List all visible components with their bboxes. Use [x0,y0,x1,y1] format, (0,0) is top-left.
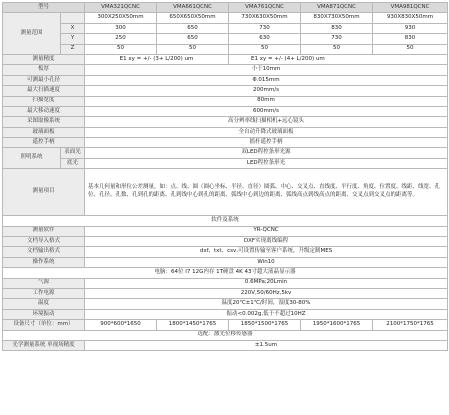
spec-row [3,127,448,137]
software-label: 文档输出格式 [3,247,85,257]
range-y-1: 250 [85,34,157,44]
lighting-sub-surface: 表面光 [61,148,85,158]
lighting-value-bottom: LED程控条形光 [85,158,448,168]
range-z-3: 50 [229,44,301,54]
software-row [3,247,448,257]
optical-row [3,340,448,350]
range-x-2: 650 [157,23,229,33]
size-5: 930X830X50mm [373,13,448,23]
spec-label: 最大移动速度 [3,106,85,116]
size-3: 730X630X50mm [229,13,301,23]
items-row [3,169,448,216]
env-value: 220V,50/60Hz,5kv [85,288,448,298]
env-label: 环境振动 [3,309,85,319]
spec-label: 玻璃面板 [3,127,85,137]
spec-value: 小于10mm [85,65,448,75]
computer-row [3,268,448,278]
accuracy-b: E1 xy = +/- (4+ L/200) um [229,54,448,64]
range-y-4: 730 [301,34,373,44]
spec-row [3,96,448,106]
software-value: DXF实现离线编程 [85,237,448,247]
software-value: YR-QCNC [85,226,448,236]
lighting-sub-bottom: 底光 [61,158,85,168]
env-row [3,288,448,298]
env-value: 振动<0.002g,低于不超过10HZ [85,309,448,319]
size-2: 650X650X50mm [157,13,229,23]
software-row [3,226,448,236]
spec-value: 高分辨率线扫描相机+远心镜头 [85,117,448,127]
software-label: 文档导入格式 [3,237,85,247]
spec-row [3,106,448,116]
env-value: 温度20℃±1℃/时间，湿度30-80% [85,299,448,309]
env-row [3,299,448,309]
spec-row [3,138,448,148]
spec-value: 摇杆遥控手柄 [85,138,448,148]
range-y-2: 650 [157,34,229,44]
computer-spec: 电脑：64位 I7 12G内存 1T硬盘 4K 43寸超大液晶显示器 [3,268,448,278]
software-row [3,237,448,247]
size-4: 830X730X50mm [301,13,373,23]
lighting-value-surface: 双LED程控条形光源 [85,148,448,158]
model-3: VMA761QCNC [229,3,301,13]
software-label: 测量软件 [3,226,85,236]
accuracy-row [3,54,448,64]
env-row [3,309,448,319]
dims-label: 设备尺寸（单位：mm） [3,320,85,330]
lighting-row-bottom [3,158,448,168]
spec-sheet [2,2,447,351]
spec-value: 全自动升降式玻璃面板 [85,127,448,137]
model-4: VMA871QCNC [301,3,373,13]
dims-2: 1800*1450*1765 [157,320,229,330]
software-title-row [3,216,448,226]
spec-row [3,75,448,85]
env-value: 0.6MPa;20Lmin [85,278,448,288]
model-5: VMA981QCNC [373,3,448,13]
dims-5: 2100*1750*1765 [373,320,448,330]
dims-1: 900*600*1650 [85,320,157,330]
software-title: 软件及系统 [3,216,448,226]
spec-row [3,65,448,75]
accuracy-label: 测量精度 [3,54,85,64]
optical-label: 光学测量系统 单视场精度 [3,340,85,350]
dims-4: 1950*1600*1765 [301,320,373,330]
option-row [3,330,448,340]
spec-label: 遥控手柄 [3,138,85,148]
optical-value: ±1.5um [85,340,448,350]
env-label: 工作电源 [3,288,85,298]
model-1: VMA321QCNC [85,3,157,13]
range-label: 测量范围 [3,13,61,55]
range-z-4: 50 [301,44,373,54]
env-label: 温度 [3,299,85,309]
range-row-x [3,23,448,33]
range-y-3: 630 [229,34,301,44]
header-row-models [3,3,448,13]
option-text: 选配：激光位移传感器 [3,330,448,340]
spec-value: 200mm/s [85,86,448,96]
accuracy-a: E1 xy = +/- (3+ L/200) um [85,54,229,64]
range-y-5: 830 [373,34,448,44]
axis-z-label: Z [61,44,85,54]
range-x-3: 730 [229,23,301,33]
items-label: 测量项目 [3,169,85,216]
axis-x-label: X [61,23,85,33]
spec-label: 可测最小孔径 [3,75,85,85]
range-x-1: 300 [85,23,157,33]
env-row [3,278,448,288]
lighting-row-surface [3,148,448,158]
range-x-4: 830 [301,23,373,33]
software-value: dxf、txt、csv,可设置传输至客户系统，升级定制MES [85,247,448,257]
env-label: 气源 [3,278,85,288]
spec-label: 板厚 [3,65,85,75]
range-x-5: 930 [373,23,448,33]
header-row-sizes [3,13,448,23]
range-row-z [3,44,448,54]
model-label: 型号 [3,3,85,13]
spec-label: 最大扫描速度 [3,86,85,96]
spec-value: 80mm [85,96,448,106]
spec-row [3,117,448,127]
spec-table [2,2,448,351]
model-2: VMA661QCNC [157,3,229,13]
size-sub [61,13,85,23]
software-value: Win10 [85,257,448,267]
range-z-5: 50 [373,44,448,54]
dims-3: 1850*1500*1765 [229,320,301,330]
spec-value: 600mm/s [85,106,448,116]
lighting-label: 照明系统 [3,148,61,169]
items-text: 基本几何量和形位公差测量，如：点、线、圆（圆心坐标、半径、直径）圆弧、中心、交叉点、直线度、平行度、角度、位置度、线距、线宽、孔位、孔径、孔数、孔到孔的距离、孔到线中心到孔的距离、弧线中心到边的距离、弧线高点到线高点的距离、交叉点到交叉点的距离等。 [85,169,448,216]
range-z-1: 50 [85,44,157,54]
spec-label: 采图取像系统 [3,117,85,127]
size-1: 300X250X50mm [85,13,157,23]
software-row [3,257,448,267]
spec-row [3,86,448,96]
spec-value: Φ.015mm [85,75,448,85]
axis-y-label: Y [61,34,85,44]
software-label: 操作系统 [3,257,85,267]
range-row-y [3,34,448,44]
range-z-2: 50 [157,44,229,54]
dims-row [3,320,448,330]
spec-label: 扫描宽度 [3,96,85,106]
